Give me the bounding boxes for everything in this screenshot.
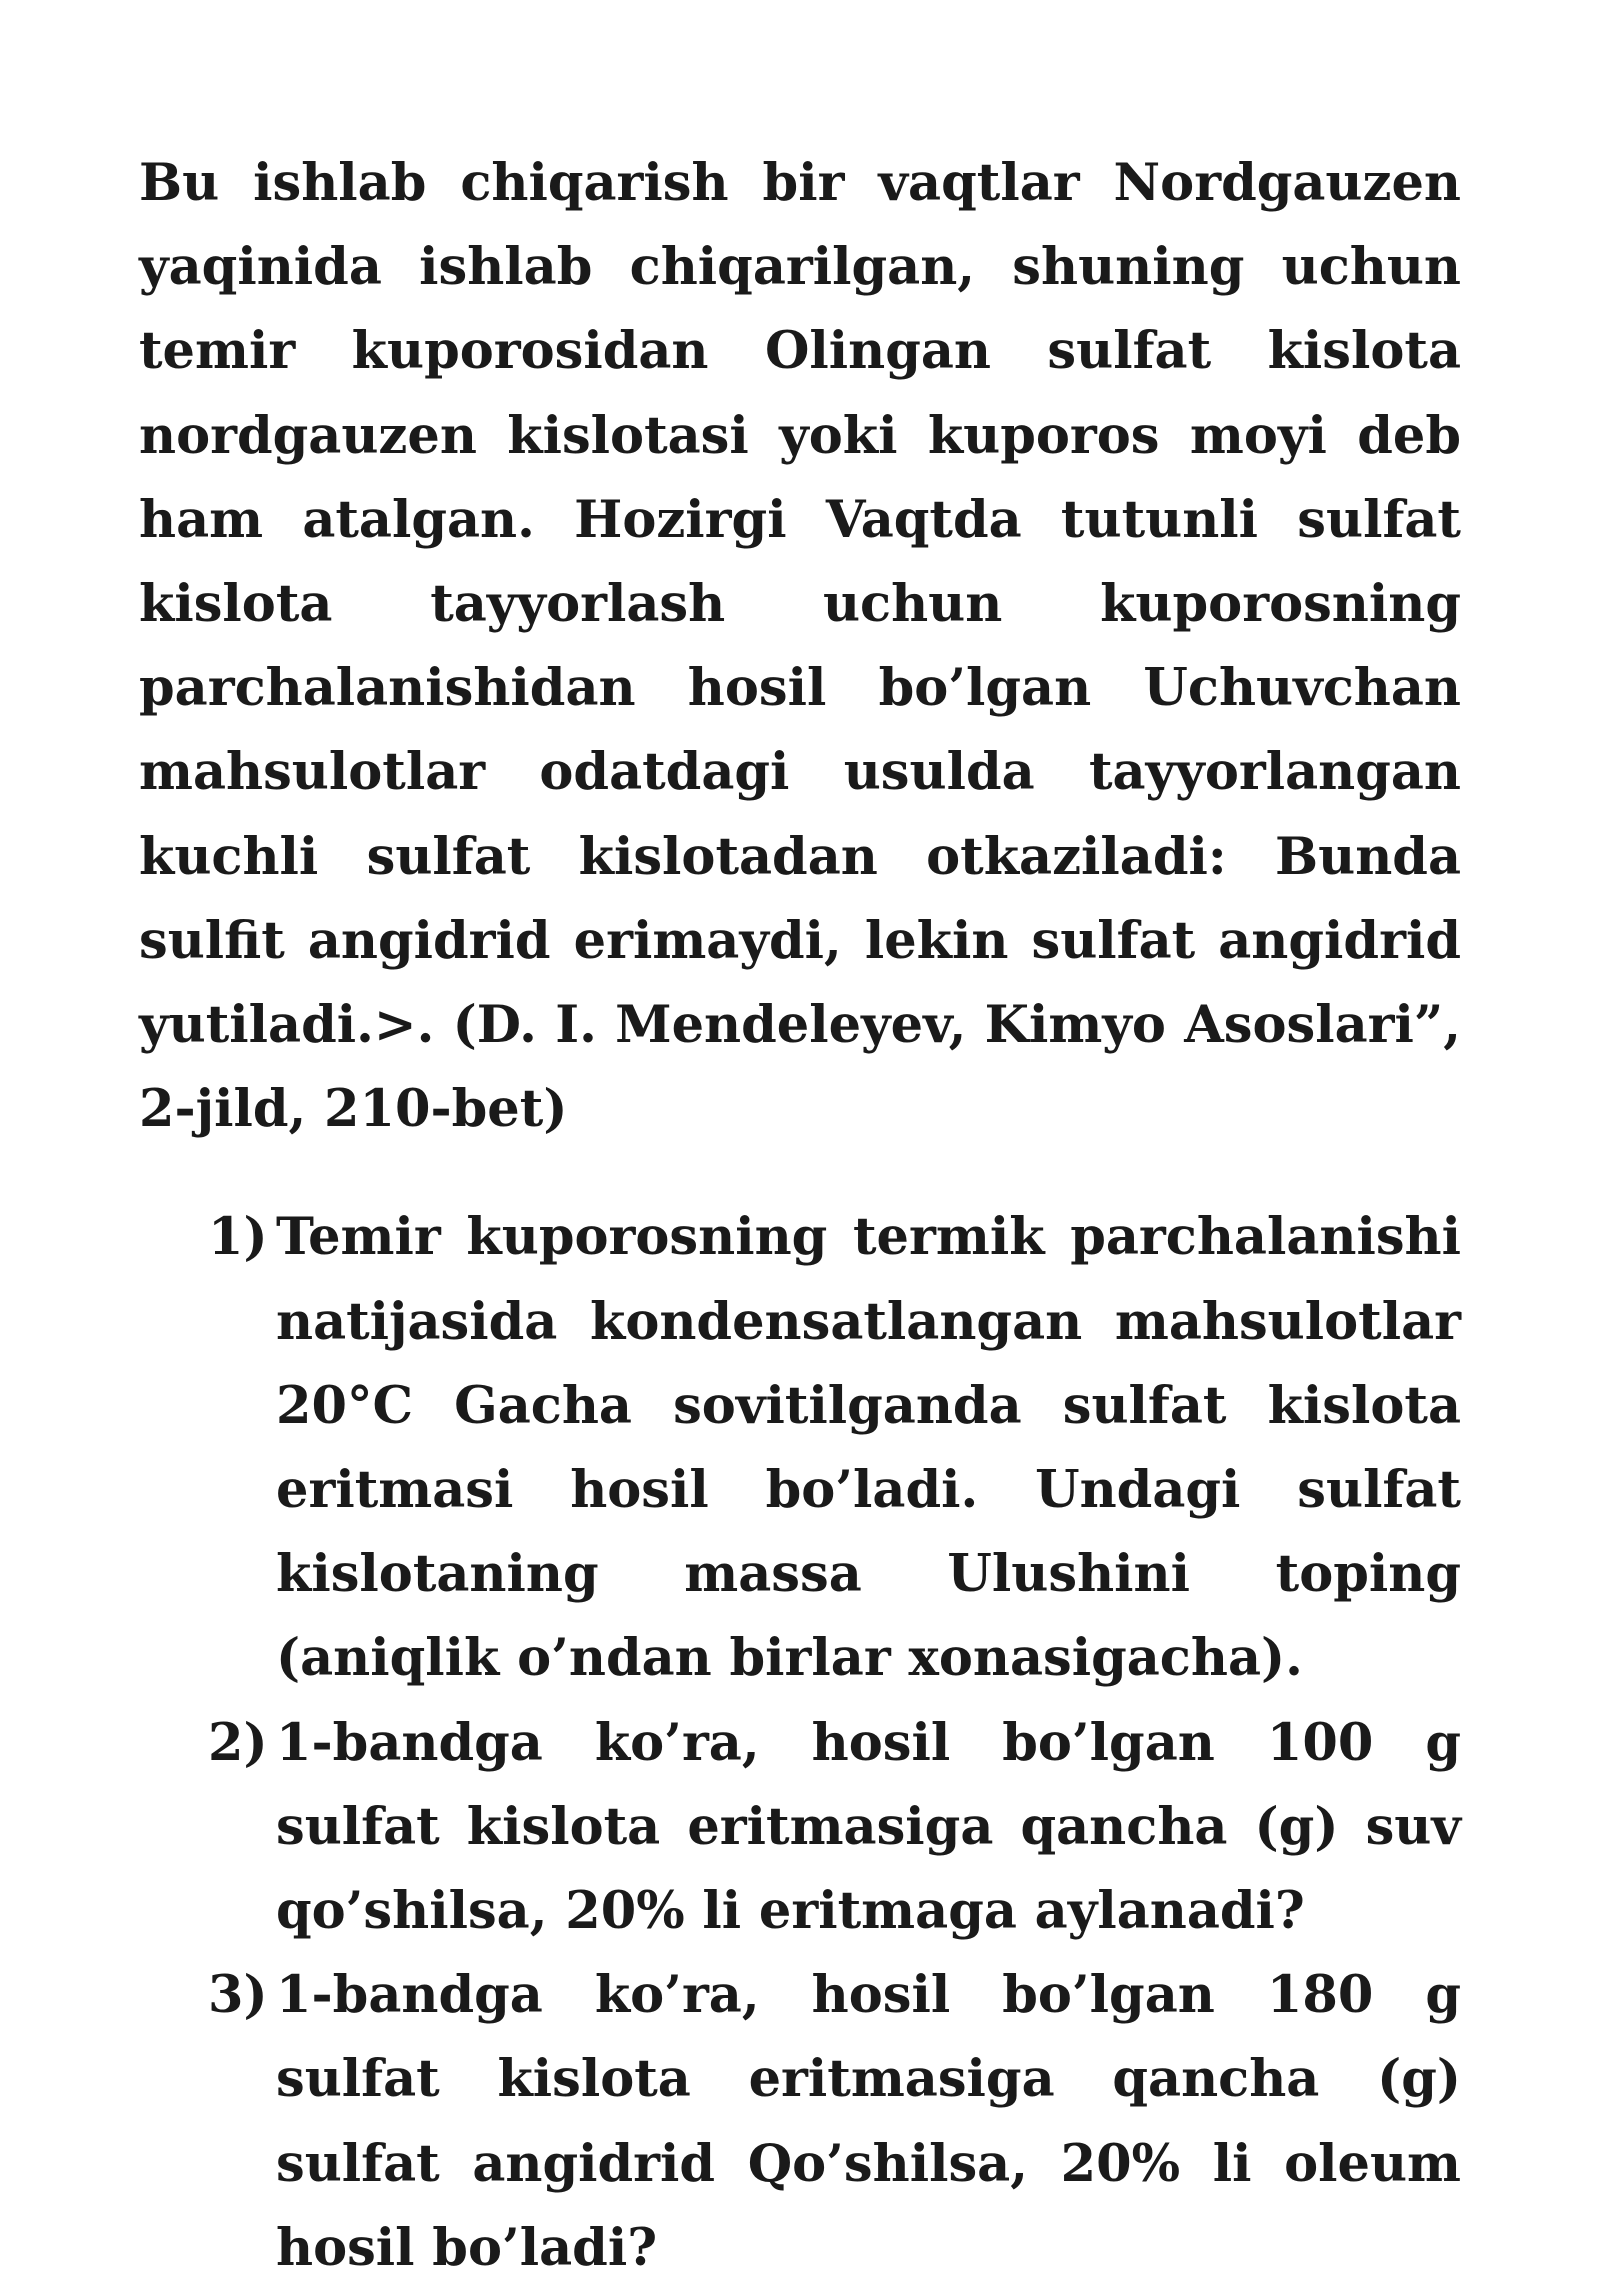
question-number xyxy=(139,1195,276,1279)
question-number-label: 3) xyxy=(208,1965,268,2026)
question-text: Temir kuporosning termik parchalanishi natijasida kondensatlangan mahsulotlar 20°C Gacha sovitilganda sulfat kislota eritmasi hosil bo’ladi. Undagi sulfat kislotaning massa Ulushini toping (aniqlik o’ndan birlar xonasigacha). xyxy=(276,1207,1461,1689)
document-page xyxy=(139,141,1461,2290)
question-item xyxy=(139,1953,1461,2290)
question-text: 1-bandga ko’ra, hosil bo’lgan 180 g sulfat kislota eritmasiga qancha (g) sulfat angidrid Qo’shilsa, 20% li oleum hosil bo’ladi? xyxy=(276,1965,1461,2278)
question-list xyxy=(139,1195,1461,2290)
question-number xyxy=(139,1701,276,1785)
question-number-label: 2) xyxy=(208,1712,268,1773)
intro-paragraph: Bu ishlab chiqarish bir vaqtlar Nordgauzen yaqinida ishlab chiqarilgan, shuning uchun temir kuporosidan Olingan sulfat kislota nordgauzen kislotasi yoki kuporos moyi deb ham atalgan. Hozirgi Vaqtda tutunli sulfat kislota tayyorlash uchun kuporosning parchalanishidan hosil bo’lgan Uchuvchan mahsulotlar odatdagi usulda tayyorlangan kuchli sulfat kislotadan otkaziladi: Bunda sulfit angidrid erimaydi, lekin sulfat angidrid yutiladi.>. (D. I. Mendeleyev, Kimyo Asoslari”, 2-jild, 210-bet) xyxy=(139,153,1461,1140)
question-number xyxy=(139,1953,276,2037)
question-text: 1-bandga ko’ra, hosil bo’lgan 100 g sulfat kislota eritmasiga qancha (g) suv qo’shilsa, 20% li eritmaga aylanadi? xyxy=(276,1712,1461,1942)
question-number-label: 1) xyxy=(208,1207,268,1268)
question-item xyxy=(139,1195,1461,1700)
question-item xyxy=(139,1701,1461,1954)
